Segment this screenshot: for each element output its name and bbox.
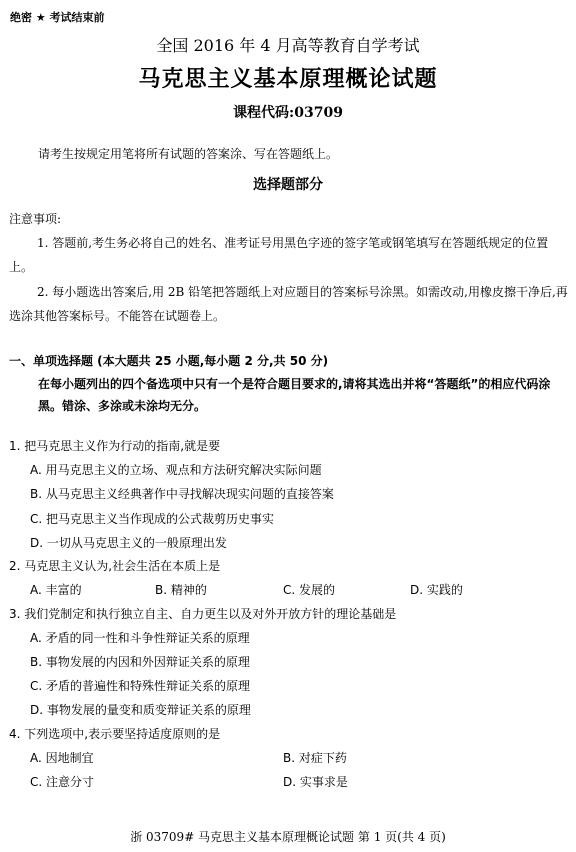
question-option: C. 注意分寸 <box>30 775 95 789</box>
question-option: C. 发展的 <box>283 583 336 597</box>
question-option: A. 丰富的 <box>30 583 82 597</box>
question-option: D. 实践的 <box>410 583 463 597</box>
part-description: 在每小题列出的四个备选项中只有一个是符合题目要求的,请将其选出并将“答题纸”的相应代码涂黑。错涂、多涂或未涂均无分。 <box>38 377 551 413</box>
question-option: D. 事物发展的量变和质变辩证关系的原理 <box>30 703 251 717</box>
question-option: D. 实事求是 <box>283 775 348 789</box>
page-title: 马克思主义基本原理概论试题 <box>138 66 438 92</box>
note-item-1: 1. 答题前,考生务必将自己的姓名、准考证号用黑色字迹的签字笔或钢笔填写在答题纸规定的位置上。 <box>9 236 549 274</box>
question-stem: 2. 马克思主义认为,社会生活在本质上是 <box>9 559 221 573</box>
question-option: B. 从马克思主义经典著作中寻找解决现实问题的直接答案 <box>30 487 334 501</box>
secret-label: 绝密 ★ 考试结束前 <box>10 11 105 24</box>
answer-instruction: 请考生按规定用笔将所有试题的答案涂、写在答题纸上。 <box>38 147 339 161</box>
question-option: C. 把马克思主义当作现成的公式裁剪历史事实 <box>30 512 275 526</box>
question-stem: 3. 我们党制定和执行独立自主、自力更生以及对外开放方针的理论基础是 <box>9 607 397 621</box>
note-item-2: 2. 每小题选出答案后,用 2B 铅笔把答题纸上对应题目的答案标号涂黑。如需改动,用橡皮擦干净后,再选涂其他答案标号。不能答在试题卷上。 <box>9 285 568 323</box>
question-option: B. 对症下药 <box>283 751 347 765</box>
question-option: A. 矛盾的同一性和斗争性辩证关系的原理 <box>30 631 250 645</box>
question-option: B. 事物发展的内因和外因辩证关系的原理 <box>30 655 250 669</box>
question-option: C. 矛盾的普遍性和特殊性辩证关系的原理 <box>30 679 251 693</box>
question-stem: 4. 下列选项中,表示要坚持适度原则的是 <box>9 727 221 741</box>
question-option: A. 因地制宜 <box>30 751 94 765</box>
question-option: D. 一切从马克思主义的一般原理出发 <box>30 536 227 550</box>
exam-name: 全国 2016 年 4 月高等教育自学考试 <box>156 36 420 55</box>
question-stem: 1. 把马克思主义作为行动的指南,就是要 <box>9 439 221 453</box>
question-option: A. 用马克思主义的立场、观点和方法研究解决实际问题 <box>30 463 322 477</box>
question-option: B. 精神的 <box>155 583 207 597</box>
notes-heading: 注意事项: <box>9 212 62 226</box>
section-title: 选择题部分 <box>253 177 323 193</box>
page-footer: 浙 03709# 马克思主义基本原理概论试题 第 1 页(共 4 页) <box>130 830 446 844</box>
course-code: 课程代码:03709 <box>233 105 343 121</box>
part-heading: 一、单项选择题 (本大题共 25 小题,每小题 2 分,共 50 分) <box>9 354 329 368</box>
